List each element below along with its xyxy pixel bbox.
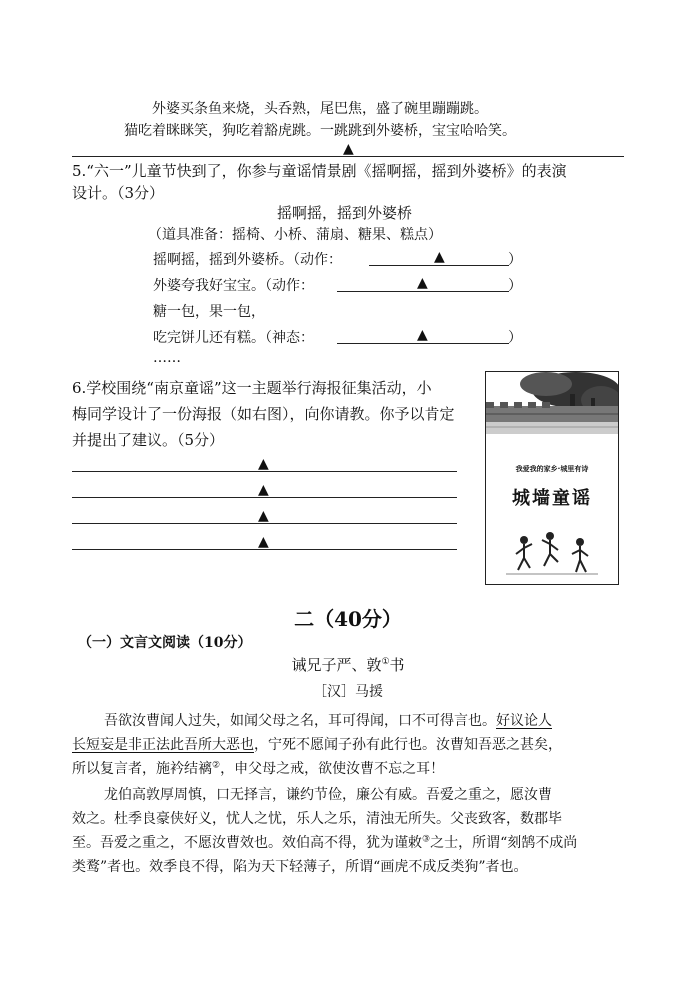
passage-line-6 [72, 832, 577, 852]
passage-text: ，申父母之戒，欲使汝曹不忘之耳！ [220, 761, 445, 777]
sub-heading: （一）文言文阅读（10分） [78, 635, 252, 651]
answer-mark: ▲ [258, 482, 269, 498]
passage-text: 吾欲汝曹闻人过失，如闻父母之名，耳可得闻，口不可得言也。 [104, 713, 496, 729]
passage-text: 至。吾爱之重之，不愿汝曹效也。效伯高不得，犹为谨敕 [72, 835, 422, 851]
underlined-text: 好议论人 [496, 713, 552, 729]
passage-line-3 [72, 758, 444, 778]
poem-line-1: 外婆买条鱼来烧，头呑熟，尾巴焦，盛了碗里蹦蹦跳。 [152, 101, 488, 117]
passage-text: 之士，所谓“刻鹄不成尚 [430, 835, 578, 851]
author: ［汉］马援 [313, 684, 383, 700]
close-paren: ） [508, 330, 522, 346]
q6-prompt-line-2: 梅同学设计了一份海报（如右图），向你请教。你予以肯定 [72, 405, 455, 423]
answer-mark: ▲ [434, 249, 445, 265]
close-paren: ） [508, 252, 522, 268]
q6-prompt-line-1: 6.学校围绕“南京童谣”这一主题举行海报征集活动，小 [72, 379, 432, 397]
passage-text: 所以复言者，施衿结褵 [72, 761, 212, 777]
passage-line-7: 类鹜”者也。效季良不得，陷为天下轻薄子，所谓“画虎不成反类狗”者也。 [72, 859, 528, 875]
q6-prompt-line-3: 并提出了建议。（5分） [72, 431, 225, 449]
close-paren: ） [508, 278, 522, 294]
q5-row-2: 外婆夸我好宝宝。（动作： [153, 278, 314, 294]
passage-line-2 [72, 734, 562, 754]
poem-line-2: 猫吃着眯眯笑，狗吃着豁虎跳。一跳跳到外婆桥，宝宝哈哈笑。 [124, 123, 516, 139]
q5-ellipsis: …… [153, 350, 181, 366]
text-title-main: 诫兄子严、敦 [291, 656, 382, 674]
footnote-marker: ③ [422, 834, 431, 845]
answer-mark: ▲ [417, 275, 428, 291]
passage-text: ，宁死不愿闻子孙有此行也。汝曹知吾恶之甚矣， [254, 737, 562, 753]
answer-mark: ▲ [258, 456, 269, 472]
city-wall-illustration [486, 372, 618, 434]
q5-props: （道具准备：摇椅、小桥、蒲扇、糖果、糕点） [148, 227, 442, 243]
answer-mark: ▲ [417, 327, 428, 343]
q5-prompt-line-2: 设计。（3分） [72, 184, 165, 202]
text-title [0, 654, 696, 675]
q5-row-1: 摇啊摇，摇到外婆桥。（动作： [153, 252, 342, 268]
footnote-marker: ① [381, 657, 390, 667]
q5-script-title: 摇啊摇，摇到外婆桥 [277, 204, 413, 222]
passage-line-4: 龙伯高敦厚周慎，口无择言，谦约节俭，廉公有威。吾爱之重之，愿汝曹 [104, 787, 552, 803]
section-heading: 二（40分） [294, 607, 402, 631]
q5-answer-line-1[interactable] [369, 265, 509, 266]
q5-answer-line-2[interactable] [337, 291, 509, 292]
passage-line-1 [104, 710, 552, 730]
q5-answer-line-4[interactable] [337, 343, 509, 344]
q5-row-4: 吃完饼儿还有糕。（神态： [153, 330, 314, 346]
answer-mark: ▲ [258, 534, 269, 550]
poster-title: 城墙童谣 [512, 488, 592, 509]
poster-image [485, 371, 619, 585]
poster-subtitle: 我爱我的家乡·城里有诗 [515, 465, 589, 473]
q5-prompt-line-1: 5.“六一”儿童节快到了，你参与童谣情景剧《摇啊摇，摇到外婆桥》的表演 [72, 162, 567, 180]
answer-mark: ▲ [258, 508, 269, 524]
text-title-end: 书 [389, 656, 405, 674]
poem-answer-line [72, 156, 624, 157]
answer-mark: ▲ [343, 141, 354, 157]
passage-line-5: 效之。杜季良豪侠好义，忧人之忧，乐人之乐，清浊无所失。父丧致客，数郡毕 [72, 811, 562, 827]
underlined-text: 长短妄是非正法此吾所大恶也 [72, 737, 254, 753]
children-playing-illustration [486, 530, 618, 580]
q5-row-3: 糖一包，果一包， [153, 304, 265, 320]
footnote-marker: ② [212, 760, 221, 771]
